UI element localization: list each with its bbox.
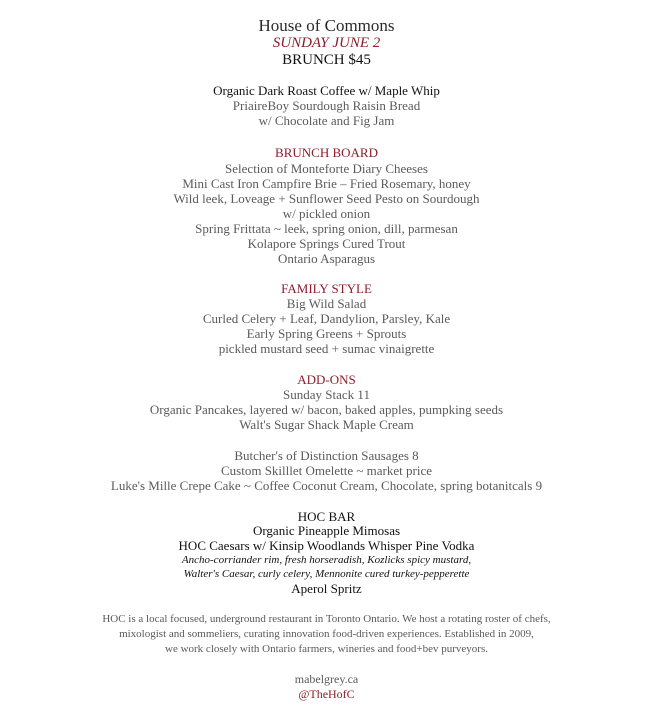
menu-date: SUNDAY JUNE 2: [272, 35, 381, 51]
menu-item: Wild leek, Loveage + Sunflower Seed Pesto on Sourdough: [173, 191, 480, 206]
drink-item: Organic Pineapple Mimosas: [252, 523, 401, 538]
drink-description: Ancho-corriander rim, fresh horseradish, Kozlicks spicy mustard,: [181, 554, 472, 566]
menu-item: Sunday Stack 11: [283, 387, 370, 402]
menu-item: Ontario Asparagus: [277, 251, 376, 266]
drink-item: HOC Caesars w/ Kinsip Woodlands Whisper Pine Vodka: [178, 538, 475, 553]
menu-item: Custom Skilllet Omelette ~ market price: [220, 463, 432, 478]
menu-item: Selection of Monteforte Diary Cheeses: [225, 161, 428, 176]
section-heading-family-style: FAMILY STYLE: [281, 281, 372, 296]
menu-item: w/ pickled onion: [282, 206, 371, 221]
social-handle: @TheHofC: [298, 687, 355, 701]
bread-item-detail: w/ Chocolate and Fig Jam: [258, 113, 395, 128]
menu-item: Early Spring Greens + Sprouts: [246, 326, 407, 341]
restaurant-name: House of Commons: [258, 16, 395, 35]
brunch-price: BRUNCH $45: [282, 52, 371, 68]
coffee-item: Organic Dark Roast Coffee w/ Maple Whip: [213, 83, 440, 98]
menu-item: Spring Frittata ~ leek, spring onion, dill, parmesan: [195, 221, 458, 236]
website-text: mabelgrey.ca: [294, 672, 359, 686]
menu-item: Big Wild Salad: [286, 296, 367, 311]
menu-item: Mini Cast Iron Campfire Brie – Fried Rosemary, honey: [182, 176, 471, 191]
drink-item: Aperol Spritz: [291, 581, 362, 596]
menu-item: Organic Pancakes, layered w/ bacon, baked apples, pumpking seeds: [149, 402, 504, 417]
menu-item: pickled mustard seed + sumac vinaigrette: [218, 341, 435, 356]
section-heading-add-ons: ADD-ONS: [297, 372, 356, 387]
bread-item: PriaireBoy Sourdough Raisin Bread: [232, 98, 421, 113]
about-text: mixologist and sommeliers, curating innovation food-driven experiences. Established in 2009,: [119, 628, 534, 640]
about-text: HOC is a local focused, underground restaurant in Toronto Ontario. We host a rotating roster of chefs,: [102, 613, 551, 625]
menu-item: Curled Celery + Leaf, Dandylion, Parsley, Kale: [202, 311, 451, 326]
section-heading-brunch-board: BRUNCH BOARD: [275, 145, 378, 160]
drink-description: Walter's Caesar, curly celery, Mennonite cured turkey-pepperette: [183, 568, 470, 580]
menu-item: Luke's Mille Crepe Cake ~ Coffee Coconut Cream, Chocolate, spring botanitcals 9: [110, 478, 543, 493]
menu-item: Kolapore Springs Cured Trout: [247, 236, 406, 251]
section-heading-hoc-bar: HOC BAR: [297, 509, 356, 524]
menu-item: Butcher's of Distinction Sausages 8: [234, 448, 419, 463]
menu-item: Walt's Sugar Shack Maple Cream: [239, 417, 414, 432]
about-text: we work closely with Ontario farmers, wineries and food+bev purveyors.: [165, 643, 488, 655]
